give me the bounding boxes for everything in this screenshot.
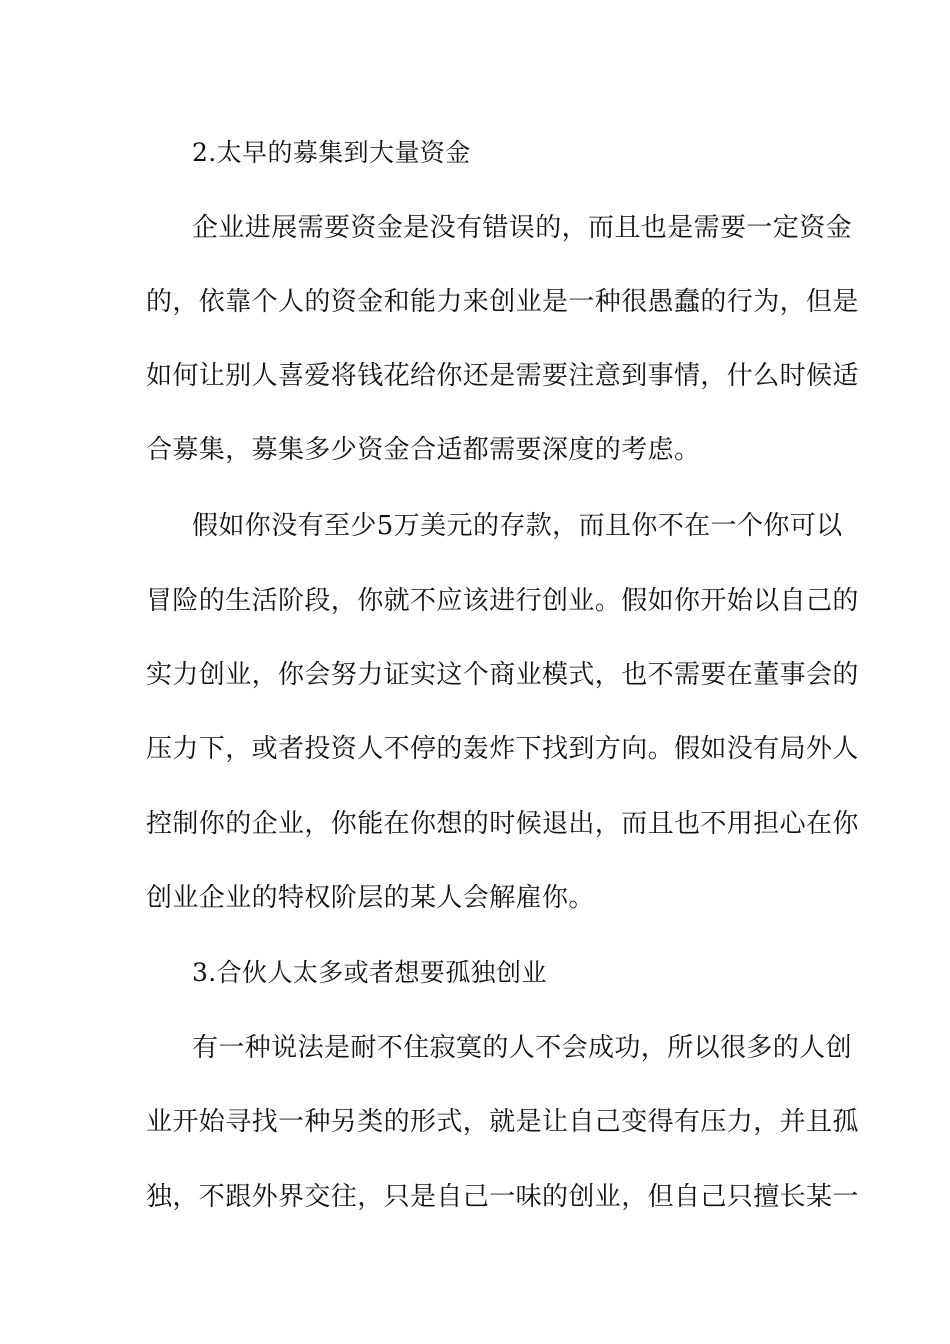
paragraph-1-line-1: 企业进展需要资金是没有错误的，而且也是需要一定资金: [192, 213, 853, 243]
paragraph-1-line-4: 合募集，募集多少资金合适都需要深度的考虑。: [146, 435, 701, 465]
paragraph-3-line-3: 独，不跟外界交往，只是自己一味的创业，但自己只擅长某一: [146, 1182, 859, 1212]
section-heading-3: 3.合伙人太多或者想要孤独创业: [192, 958, 547, 987]
paragraph-1-line-3: 如何让别人喜爱将钱花给你还是需要注意到事情，什么时候适: [146, 361, 859, 391]
paragraph-3-line-2: 业开始寻找一种另类的形式，就是让自己变得有压力，并且孤: [146, 1107, 859, 1137]
paragraph-2-line-4: 压力下，或者投资人不停的轰炸下找到方向。假如没有局外人: [146, 734, 859, 764]
paragraph-3-line-1: 有一种说法是耐不住寂寞的人不会成功，所以很多的人创: [192, 1033, 853, 1063]
section-heading-2: 2.太早的募集到大量资金: [192, 138, 471, 167]
paragraph-2-line-2: 冒险的生活阶段，你就不应该进行创业。假如你开始以自己的: [146, 586, 859, 616]
paragraph-1-line-2: 的，依靠个人的资金和能力来创业是一种很愚蠢的行为，但是: [146, 287, 859, 317]
paragraph-2-line-3: 实力创业，你会努力证实这个商业模式，也不需要在董事会的: [146, 660, 859, 690]
paragraph-2-line-5: 控制你的企业，你能在你想的时候退出，而且也不用担心在你: [146, 809, 859, 839]
paragraph-2-line-1: 假如你没有至少5万美元的存款，而且你不在一个你可以: [192, 511, 843, 541]
paragraph-2-line-6: 创业企业的特权阶层的某人会解雇你。: [146, 883, 595, 913]
